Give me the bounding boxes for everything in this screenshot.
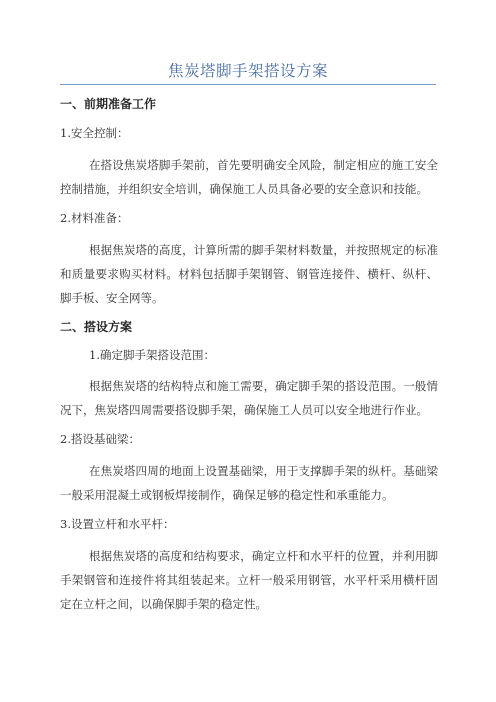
paragraph-foundation: 在焦炭塔四周的地面上设置基础梁，用于支撑脚手架的纵杆。基础梁一般采用混凝土或钢板焊接制作，确保足够的稳定性和承重能力。 [60,464,438,502]
section-heading-plan: 二、搭设方案 [60,320,133,334]
item-label-safety: 1.安全控制： [60,126,129,140]
item-label-scope: 1.确定脚手架搭设范围： [89,348,215,362]
document-title: 焦炭塔脚手架搭设方案 [167,62,328,80]
title-divider [60,84,436,85]
paragraph-scope: 根据焦炭塔的结构特点和施工需要，确定脚手架的搭设范围。一般情况下，焦炭塔四周需要搭设脚手架，确保施工人员可以安全地进行作业。 [60,379,438,417]
paragraph-safety: 在搭设焦炭塔脚手架前，首先要明确安全风险，制定相应的施工安全控制措施，并组织安全培训，确保施工人员具备必要的安全意识和技能。 [60,158,438,196]
item-label-materials: 2.材料准备： [60,211,129,225]
paragraph-poles: 根据焦炭塔的高度和结构要求，确定立杆和水平杆的位置，并利用脚手架钢管和连接件将其组装起来。立杆一般采用钢管，水平杆采用横杆固定在立杆之间，以确保脚手架的稳定性。 [60,549,438,611]
paragraph-materials: 根据焦炭塔的高度，计算所需的脚手架材料数量，并按照规定的标准和质量要求购买材料。材料包括脚手架钢管、钢管连接件、横杆、纵杆、脚手板、安全网等。 [60,243,438,305]
item-label-foundation: 2.搭设基础梁： [60,432,140,446]
section-heading-prep: 一、前期准备工作 [60,97,157,111]
item-label-poles: 3.设置立杆和水平杆： [60,517,175,531]
